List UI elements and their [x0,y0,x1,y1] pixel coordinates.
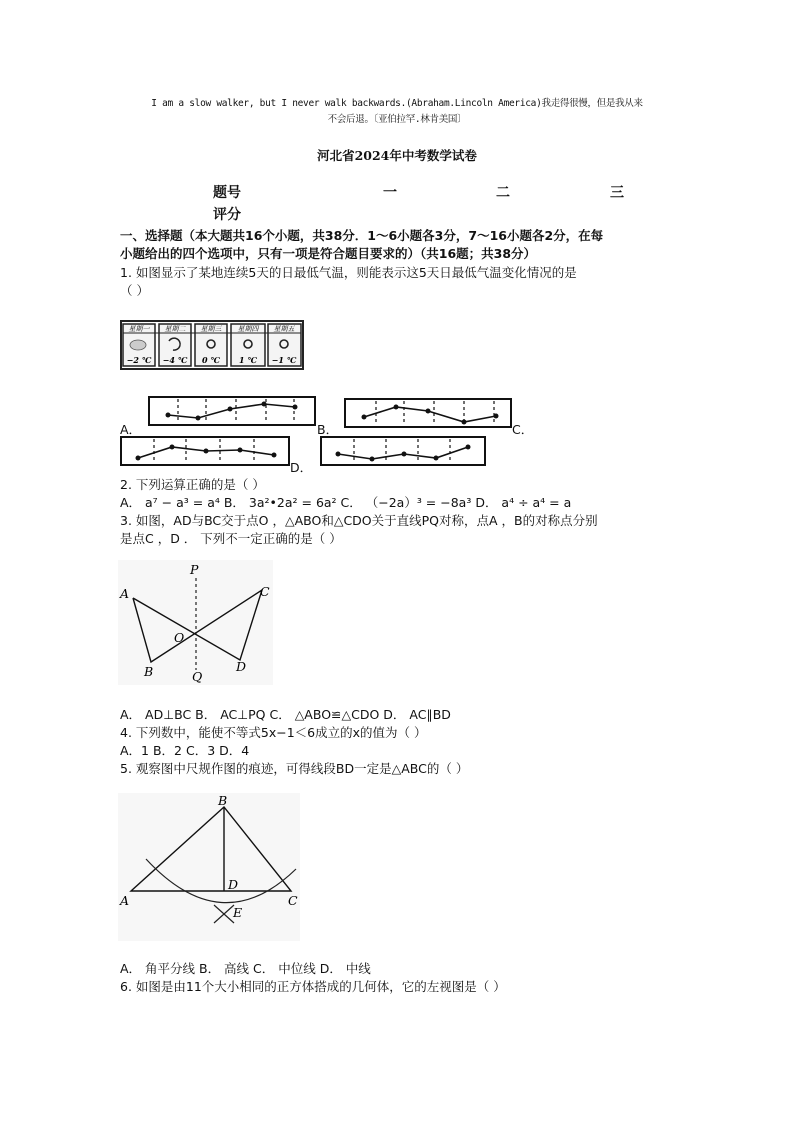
q1-option-b-graph [344,398,514,430]
day-3: 星期三 [200,325,222,333]
day-5: 星期五 [273,325,295,333]
label-E: E [233,905,243,920]
q3-text-line2: 是点C ，D ． 下列不一定正确的是（ ） [120,531,342,546]
temp-5: −1 ℃ [271,355,297,365]
temp-3: 0 ℃ [202,355,220,365]
day-1: 星期一 [128,325,150,333]
q1-text-line2: （ ） [120,283,149,298]
label-C: C [288,893,298,908]
quote-line-2: 不会后退。〔亚伯拉罕.林肯美国〕 [327,114,467,125]
label-B: B [144,664,154,679]
temp-4: 1 ℃ [239,355,257,365]
label-B: B [218,793,228,808]
day-4: 星期四 [237,325,259,333]
q2-options: A． a⁷ − a³ = a⁴ B． 3a²•2a² = 6a² C． （−2a）³ = −8a³ D． a⁴ ÷ a⁴ = a [120,495,572,510]
q5-text: 5. 观察图中尺规作图的痕迹，可得线段BD一定是△ABC的（ ） [120,761,469,776]
label-P: P [190,562,199,577]
q2-text: 2. 下列运算正确的是（ ） [120,477,265,492]
q3-text-line1: 3. 如图，AD与BC交于点O ，△ABO和△CDO关于直线PQ对称，点A ，B的对称点分别 [120,513,598,528]
q1-weather-figure [118,318,308,374]
q1-option-a-graph [148,396,318,428]
q6-text: 6. 如图是由11个大小相同的正方体搭成的几何体，它的左视图是（ ） [120,979,506,994]
q3-options: A． AD⊥BC B． AC⊥PQ C． △ABO≌△CDO D． AC∥BD [120,707,451,722]
q4-text: 4. 下列数中，能使不等式5x−1＜6成立的x的值为（ ） [120,725,427,740]
q1-option-b-label: B． [317,422,339,437]
label-C: C [260,584,270,599]
quote-line-1: I am a slow walker, but I never walk backwards.(Abraham.Lincoln America)我走得很慢，但是我从来 [151,98,643,109]
header-quote [0,96,794,128]
score-col-label: 题号 [213,185,241,201]
q3-figure [118,560,273,685]
section1-heading-line2: 小题给出的四个选项中，只有一项是符合题目要求的）（共16题；共38分） [120,246,537,261]
q5-options: A． 角平分线 B． 高线 C． 中位线 D． 中线 [120,961,371,976]
q5-figure [118,793,300,941]
q1-option-d-label: D． [290,460,313,475]
day-2: 星期二 [164,325,186,333]
label-O: O [174,630,185,645]
label-D: D [236,659,247,674]
temp-2: −4 ℃ [162,355,188,365]
page-title: 河北省2024年中考数学试卷 [317,148,477,163]
label-D: D [228,877,239,892]
q4-options: A．1 B．2 C．3 D．4 [120,743,250,758]
q1-option-d-graph [320,436,488,468]
cloud-icon [130,340,146,350]
section1-heading-line1: 一、选择题（本大题共16个小题，共38分．1～6小题各3分，7～16小题各2分，在每 [120,228,604,243]
score-col-3: 三 [610,185,624,201]
label-Q: Q [192,669,203,684]
score-col-2: 二 [496,185,510,201]
score-row-label: 评分 [213,207,241,223]
label-A: A [120,586,130,601]
label-A: A [120,893,130,908]
score-col-1: 一 [383,185,397,201]
q1-text-line1: 1. 如图显示了某地连续5天的日最低气温，则能表示这5天日最低气温变化情况的是 [120,265,577,280]
q1-option-c-graph [120,436,292,468]
temp-1: −2 ℃ [126,355,152,365]
q1-option-a-label: A． [120,422,142,437]
q1-option-c-label: C． [512,422,534,437]
